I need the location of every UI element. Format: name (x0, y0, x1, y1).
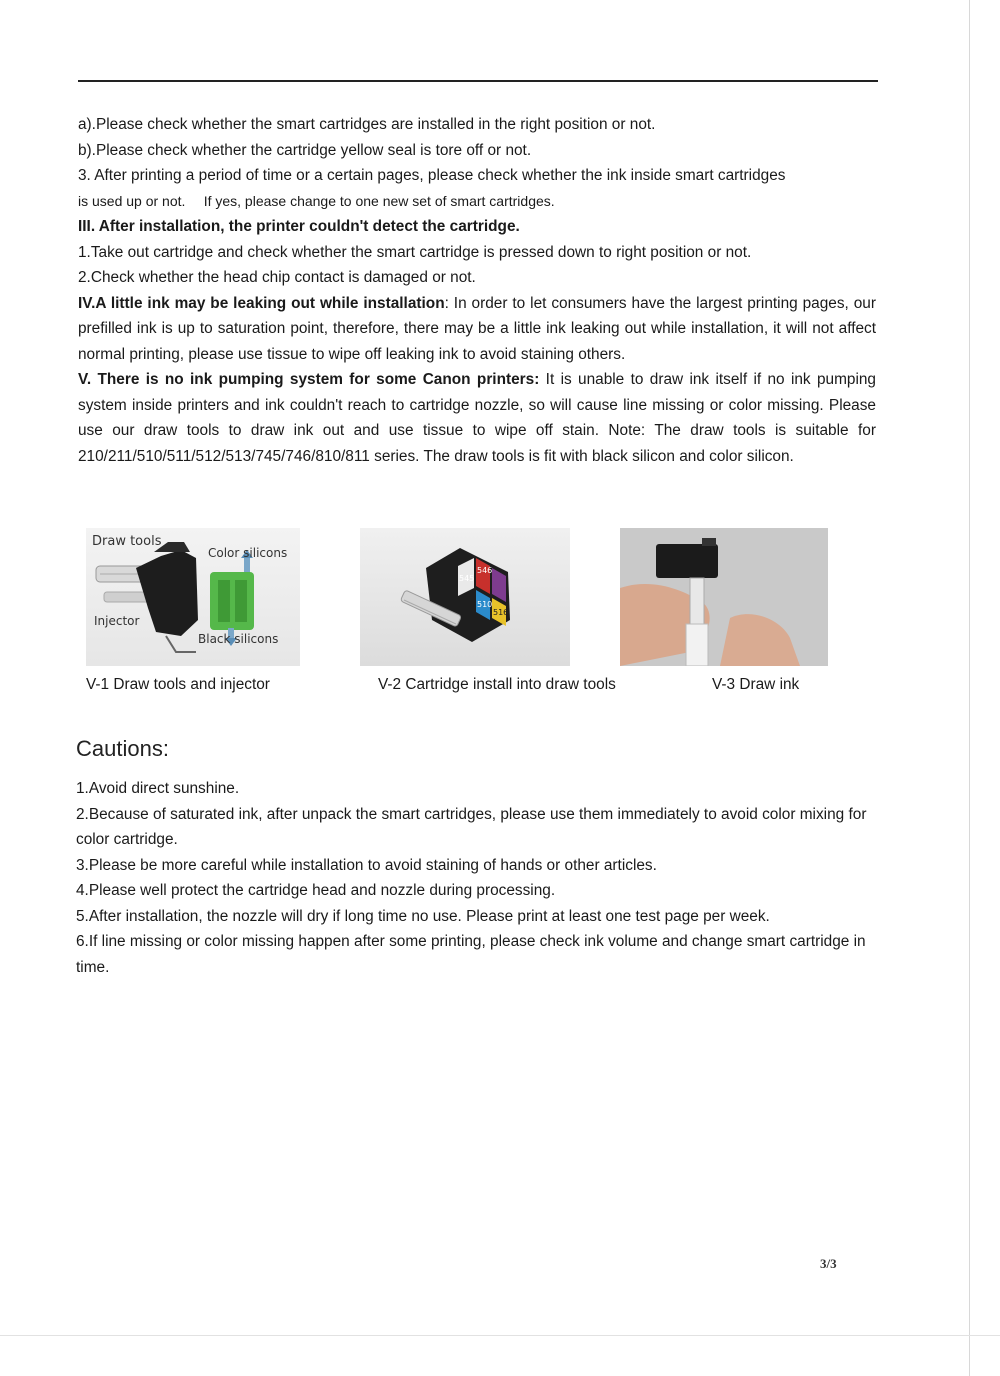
cartridge-label-546: 546 (477, 566, 493, 575)
section-4-text: : In order to let consumers have the largest printing pages, our prefilled ink is up to saturation point, therefore, there may be a little ink leaking out while installation, it will not affect normal printing, please use tissue to wipe off leaking ink to avoid staining others. (78, 294, 876, 363)
section-3-item-1: 1.Take out cartridge and check whether the smart cartridge is pressed down to right position or not. (78, 243, 752, 261)
caution-item-3: 3.Please be more careful while installation to avoid staining of hands or other articles. (76, 856, 657, 874)
caution-item-6: 6.If line missing or color missing happen after some printing, please check ink volume and change smart cartridge in time. (76, 933, 866, 976)
figure-draw-ink (620, 528, 828, 666)
section-3-heading: III. After installation, the printer couldn't detect the cartridge. (78, 218, 520, 235)
figures-row (86, 528, 836, 668)
label-color-silicons: Color silicons (208, 546, 288, 560)
draw-ink-illustration (620, 528, 828, 666)
caution-item-1: 1.Avoid direct sunshine. (76, 780, 240, 797)
caption-v2: V-2 Cartridge install into draw tools (378, 676, 616, 693)
scan-edge (969, 0, 970, 1376)
section-5-paragraph (78, 367, 876, 469)
section-4-paragraph (78, 291, 876, 368)
section-5-heading: V. There is no ink pumping system for some Canon printers: (78, 371, 540, 388)
check-3-line1: 3. After printing a period of time or a certain pages, please check whether the ink inside smart cartridges (78, 167, 786, 184)
label-draw-tools: Draw tools (92, 534, 162, 549)
check-b: b).Please check whether the cartridge yellow seal is tore off or not. (78, 141, 532, 159)
cartridge-install-illustration (360, 528, 570, 666)
caution-item-2: 2.Because of saturated ink, after unpack the smart cartridges, please use them immediately to avoid color mixing for color cartridge. (76, 805, 867, 848)
check-3-line2-text: is used up or not. (78, 192, 186, 209)
figure-cartridge-install (360, 528, 570, 666)
section-5-text: It is unable to draw ink itself if no ink pumping system inside printers and ink couldn't reach to cartridge nozzle, so will cause line missing or color missing. Please use our draw tools to draw ink out and use tissue to wipe off stain. Note: The draw tools is suitable for 210/211/510/511/512/513/745/746/810/811 series. The draw tools is fit with black silicon and color silicon. (78, 371, 876, 465)
label-injector: Injector (94, 614, 140, 628)
section-3-item-2: 2.Check whether the head chip contact is damaged or not. (78, 269, 476, 286)
header-rule (78, 80, 878, 82)
check-3-line2 (78, 189, 876, 215)
body-text (78, 112, 876, 469)
figure-captions (86, 676, 846, 698)
caution-item-5: 5.After installation, the nozzle will dry if long time no use. Please print at least one test page per week. (76, 907, 770, 925)
section-4-heading: IV.A little ink may be leaking out while installation (78, 294, 445, 312)
scan-bottom-edge (0, 1335, 1000, 1336)
caption-v1: V-1 Draw tools and injector (86, 676, 270, 693)
caution-item-4: 4.Please well protect the cartridge head and nozzle during processing. (76, 882, 556, 899)
cartridge-label-545: 545 (459, 574, 475, 583)
check-3-tail: If yes, please change to one new set of smart cartridges. (203, 192, 555, 209)
caption-v3: V-3 Draw ink (712, 676, 800, 693)
figure-draw-tools (86, 528, 300, 666)
page-number: 3/3 (820, 1256, 837, 1271)
check-a: a).Please check whether the smart cartridges are installed in the right position or not. (78, 116, 656, 133)
cautions-list (76, 776, 876, 980)
cartridge-label-510: 510 (477, 600, 493, 609)
cartridge-label-516: 516 (493, 608, 509, 617)
label-black-silicons: Black silicons (198, 632, 279, 646)
cautions-title: Cautions: (76, 736, 169, 761)
